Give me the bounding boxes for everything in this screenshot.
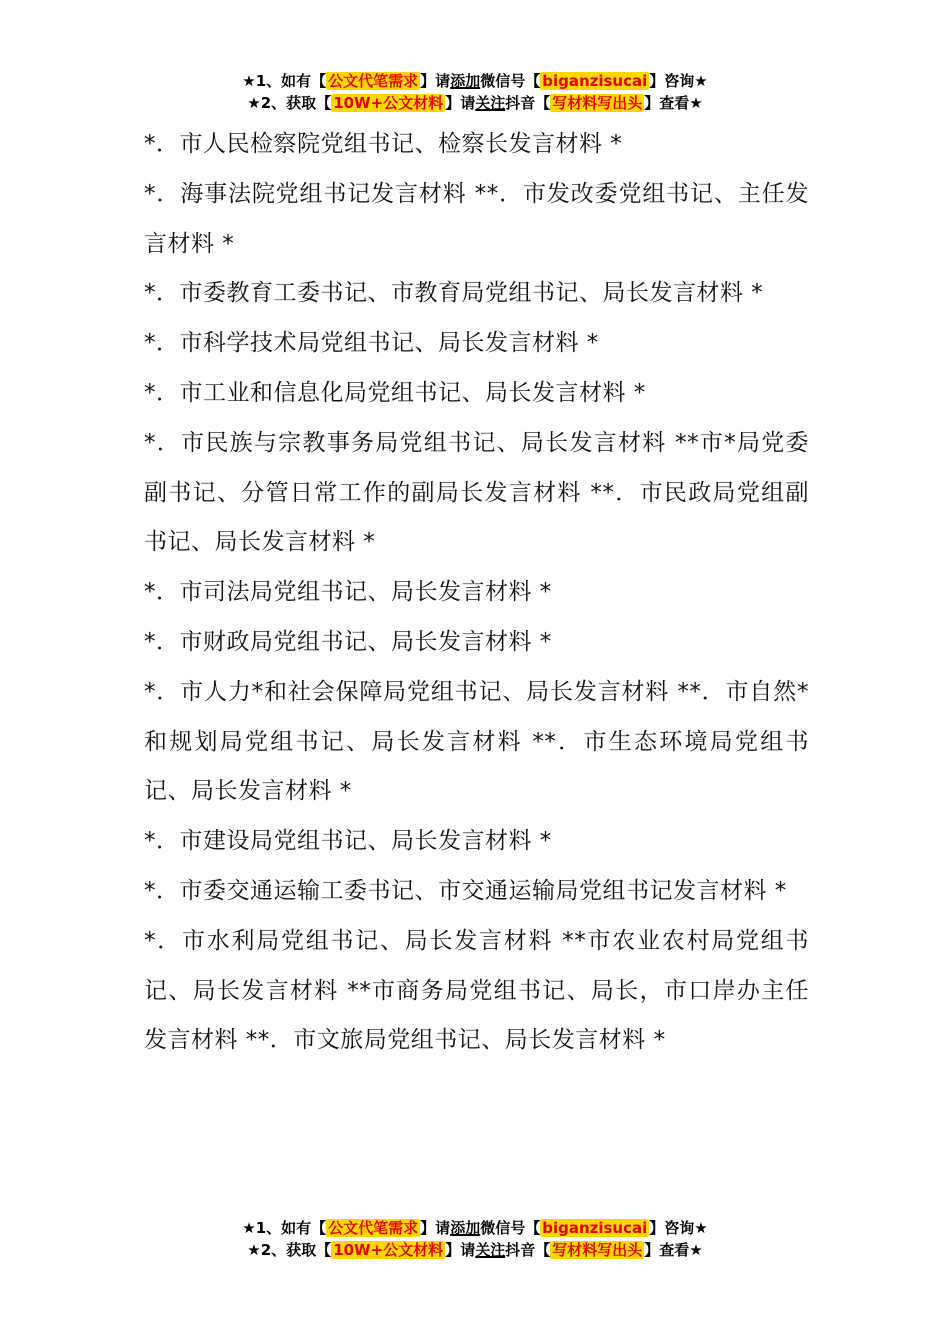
paragraph: *．市科学技术局党组书记、局长发言材料 * bbox=[144, 330, 599, 357]
banner-line-2 bbox=[0, 1239, 950, 1261]
banner-line-2-mid2: 抖音【 bbox=[505, 1241, 551, 1259]
highlight-materials: 10W+公文材料 bbox=[333, 94, 444, 112]
paragraph: *．市水利局党组书记、局长发言材料 **市农业农村局党组书记、局长发言材料 **市商务局党组书记、局长，市口岸办主任发言材料 **．市文旅局党组书记、局长发言材料 * bbox=[144, 927, 809, 1054]
banner-line-1-suffix: 】咨询★ bbox=[649, 1219, 708, 1237]
document-body bbox=[144, 120, 809, 1066]
highlight-wechat-id: biganzisucai bbox=[542, 72, 648, 90]
underline-follow: 关注 bbox=[475, 1241, 506, 1259]
paragraph: *．市委交通运输工委书记、市交通运输局党组书记发言材料 * bbox=[144, 877, 787, 904]
paragraph: *．市民族与宗教事务局党组书记、局长发言材料 **市*局党委副书记、分管日常工作的副局长发言材料 **．市民政局党组副书记、局长发言材料 * bbox=[144, 429, 809, 556]
paragraph: *．海事法院党组书记发言材料 **．市发改委党组书记、主任发言材料 * bbox=[144, 180, 809, 257]
paragraph: *．市工业和信息化局党组书记、局长发言材料 * bbox=[144, 379, 646, 406]
banner-line-1-mid2: 微信号【 bbox=[480, 72, 541, 90]
highlight-wechat-id: biganzisucai bbox=[542, 1219, 648, 1237]
footer-banner bbox=[0, 1217, 950, 1261]
underline-add: 添加 bbox=[450, 72, 481, 90]
underline-add: 添加 bbox=[450, 1219, 481, 1237]
banner-line-1-mid2: 微信号【 bbox=[480, 1219, 541, 1237]
banner-line-1-mid1: 】请 bbox=[420, 1219, 451, 1237]
header-banner bbox=[0, 70, 950, 114]
paragraph: *．市财政局党组书记、局长发言材料 * bbox=[144, 628, 552, 655]
banner-line-2-mid1: 】请 bbox=[445, 1241, 476, 1259]
highlight-service: 公文代笔需求 bbox=[328, 72, 419, 90]
banner-line-1 bbox=[0, 1217, 950, 1239]
banner-line-2-suffix: 】查看★ bbox=[644, 1241, 703, 1259]
banner-line-2-prefix: ★2、获取【 bbox=[247, 1241, 332, 1259]
banner-line-1-mid1: 】请 bbox=[420, 72, 451, 90]
highlight-materials: 10W+公文材料 bbox=[333, 1241, 444, 1259]
highlight-service: 公文代笔需求 bbox=[328, 1219, 419, 1237]
paragraph: *．市委教育工委书记、市教育局党组书记、局长发言材料 * bbox=[144, 280, 764, 307]
banner-line-2-suffix: 】查看★ bbox=[644, 94, 703, 112]
banner-line-2 bbox=[0, 92, 950, 114]
paragraph: *．市人民检察院党组书记、检察长发言材料 * bbox=[144, 131, 623, 157]
banner-line-1-prefix: ★1、如有【 bbox=[242, 72, 327, 90]
paragraph: *．市建设局党组书记、局长发言材料 * bbox=[144, 828, 552, 855]
banner-line-1-prefix: ★1、如有【 bbox=[242, 1219, 327, 1237]
paragraph: *．市人力*和社会保障局党组书记、局长发言材料 **．市自然*和规划局党组书记、局长发言材料 **．市生态环境局党组书记、局长发言材料 * bbox=[144, 678, 809, 805]
banner-line-2-prefix: ★2、获取【 bbox=[247, 94, 332, 112]
banner-line-1 bbox=[0, 70, 950, 92]
underline-follow: 关注 bbox=[475, 94, 506, 112]
banner-line-1-suffix: 】咨询★ bbox=[649, 72, 708, 90]
banner-line-2-mid2: 抖音【 bbox=[505, 94, 551, 112]
highlight-douyin: 写材料写出头 bbox=[552, 1241, 643, 1259]
paragraph: *．市司法局党组书记、局长发言材料 * bbox=[144, 579, 552, 606]
highlight-douyin: 写材料写出头 bbox=[552, 94, 643, 112]
banner-line-2-mid1: 】请 bbox=[445, 94, 476, 112]
